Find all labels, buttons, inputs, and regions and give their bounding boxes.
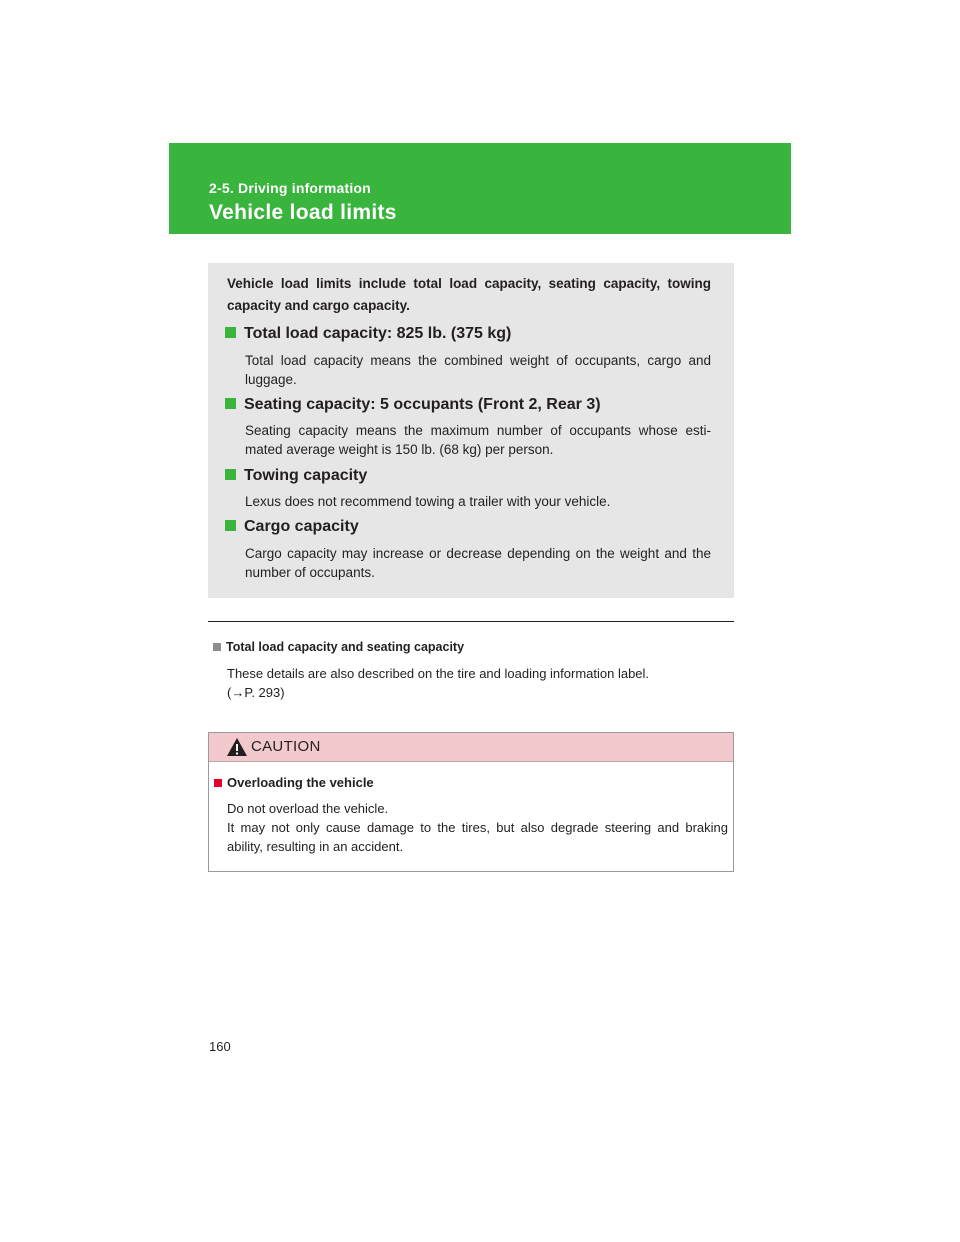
warning-triangle-icon (226, 737, 248, 757)
note-heading: Total load capacity and seating capacity (213, 640, 464, 654)
square-bullet-icon (225, 469, 236, 480)
caution-text: Do not overload the vehicle. It may not only cause damage to the tires, but also degrade steering and braking ability, resulting in an accident. (227, 801, 728, 854)
caution-header (209, 733, 733, 762)
page-title: Vehicle load limits (209, 201, 397, 224)
total-load-capacity-heading: Total load capacity: 825 lb. (375 kg) (225, 325, 511, 343)
cargo-capacity-text: Cargo capacity may increase or decrease depending on the weight and the number of occupants. (245, 546, 711, 580)
towing-capacity-text: Lexus does not recommend towing a trailer with your vehicle. (245, 494, 611, 509)
seating-capacity-text: Seating capacity means the maximum number of occupants whose esti- mated average weight is 150 lb. (68 kg) per person. (245, 423, 711, 457)
note-text: These details are also described on the tire and loading information label. (→P. 293) (227, 664, 727, 702)
caution-title: CAUTION (251, 738, 321, 755)
summary-intro: Vehicle load limits include total load capacity, seating capacity, towing capacity and cargo capacity. (227, 276, 711, 313)
header-band (169, 143, 791, 234)
section-divider (208, 621, 734, 622)
square-bullet-icon (225, 520, 236, 531)
summary-box (208, 263, 734, 598)
square-bullet-icon (214, 779, 222, 787)
section-label: 2-5. Driving information (209, 180, 371, 196)
cargo-capacity-heading: Cargo capacity (225, 518, 359, 536)
caution-heading: Overloading the vehicle (214, 775, 374, 790)
square-bullet-icon (213, 643, 221, 651)
total-load-capacity-text: Total load capacity means the combined weight of occupants, cargo and luggage. (245, 353, 711, 387)
square-bullet-icon (225, 398, 236, 409)
seating-capacity-heading: Seating capacity: 5 occupants (Front 2, Rear 3) (225, 396, 601, 414)
page-number: 160 (209, 1039, 231, 1054)
square-bullet-icon (225, 327, 236, 338)
page-reference-link[interactable]: (→P. 293) (227, 685, 285, 700)
towing-capacity-heading: Towing capacity (225, 467, 367, 485)
caution-box (208, 732, 734, 872)
